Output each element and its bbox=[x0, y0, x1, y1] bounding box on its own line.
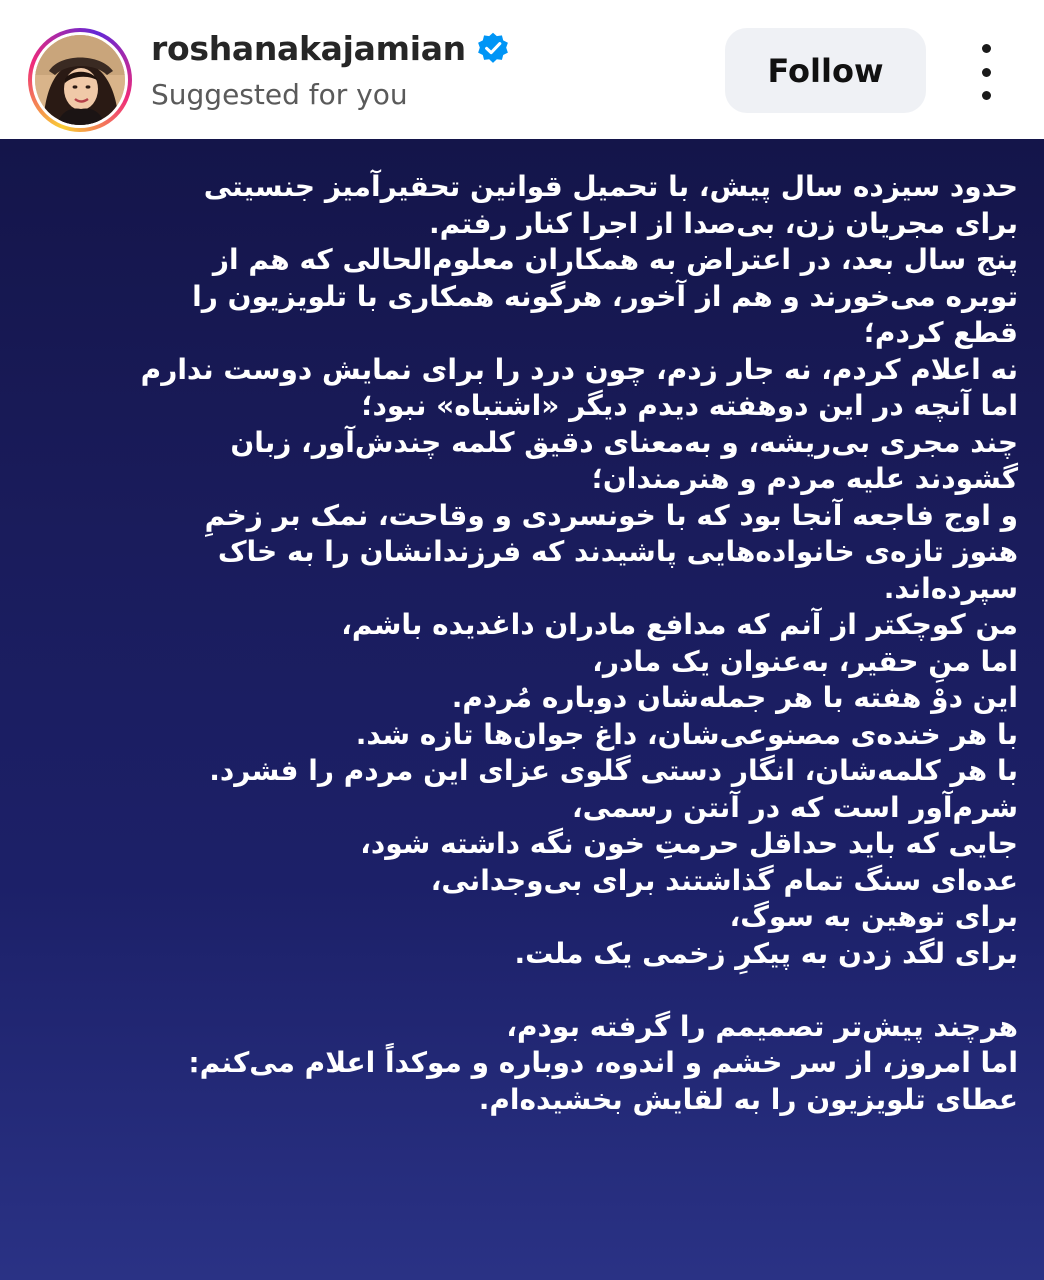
post-text-line: عده‌ای سنگ تمام گذاشتند برای بی‌وجدانی، bbox=[430, 863, 1018, 897]
post-text-line: اما آنچه در این دوهفته دیدم دیگر «اشتباه» نبود؛ bbox=[361, 389, 1018, 422]
post-text-line: گشودند علیه مردم و هنرمندان؛ bbox=[591, 462, 1018, 495]
post-text-line: اما منِ حقیر، به‌عنوان یک مادر، bbox=[592, 644, 1018, 678]
post-text-line: نه اعلام کردم، نه جار زدم، چون درد را برای نمایش دوست ندارم bbox=[140, 352, 1018, 386]
story-ring[interactable] bbox=[28, 28, 132, 132]
post-text-line: توبره می‌خورند و هم از آخور، هرگونه همکاری با تلویزیون را bbox=[192, 279, 1018, 313]
post-text-line: شرم‌آور است که در آنتن رسمی، bbox=[572, 790, 1018, 824]
more-dot bbox=[982, 68, 991, 77]
post-image[interactable] bbox=[0, 139, 1044, 1280]
post-text-line: و اوج فاجعه آنجا بود که با خونسردی و وقاحت، نمک بر زخمِ bbox=[204, 498, 1018, 532]
post-text-line bbox=[18, 972, 1018, 1009]
post-text-line: با هر کلمه‌شان، انگار دستی گلوی عزای این مردم را فشرد. bbox=[209, 754, 1018, 787]
avatar-image bbox=[35, 35, 125, 125]
follow-button[interactable]: Follow bbox=[725, 28, 926, 113]
more-dot bbox=[982, 44, 991, 53]
username[interactable]: roshanakajamian bbox=[151, 28, 466, 68]
post-text-line: حدود سیزده سال پیش، با تحمیل قوانین تحقیرآمیز جنسیتی bbox=[203, 170, 1018, 203]
post-text-line: سپرده‌اند. bbox=[883, 571, 1018, 605]
verified-badge-icon bbox=[476, 31, 510, 65]
post-text bbox=[18, 169, 1018, 1118]
more-options-icon[interactable] bbox=[964, 44, 1008, 100]
more-dot bbox=[982, 91, 991, 100]
post-text-line: من کوچکتر از آنم که مدافع مادران داغدیده باشم، bbox=[341, 608, 1018, 641]
avatar[interactable] bbox=[35, 35, 125, 125]
post-text-line: پنج سال بعد، در اعتراض به همکاران معلوم‌الحالی که هم از bbox=[212, 243, 1018, 276]
post-text-line: برای مجریان زن، بی‌صدا از اجرا کنار رفتم. bbox=[429, 206, 1018, 240]
post-header bbox=[0, 0, 1044, 139]
post-text-line: این دوْ هفته با هر جمله‌شان دوباره مُردم. bbox=[451, 681, 1018, 714]
post-text-line: قطع کردم؛ bbox=[863, 316, 1018, 349]
post-text-line: برای توهین به سوگ، bbox=[729, 900, 1018, 933]
post-text-line: جایی که باید حداقل حرمتِ خون نگه داشته شود، bbox=[360, 827, 1018, 860]
post-text-line: هرچند پیش‌تر تصمیمم را گرفته بودم، bbox=[506, 1009, 1018, 1043]
post-text-line: با هر خنده‌ی مصنوعی‌شان، داغ جوان‌ها تازه شد. bbox=[355, 717, 1018, 751]
post-text-line: برای لگد زدن به پیکرِ زخمی یک ملت. bbox=[514, 936, 1018, 970]
post-text-line: اما امروز، از سر خشم و اندوه، دوباره و موکداً اعلام می‌کنم: bbox=[188, 1046, 1018, 1079]
post-text-line: چند مجری بی‌ریشه، و به‌معنای دقیق کلمه چندش‌آور، زبان bbox=[230, 425, 1018, 459]
post-text-line: عطای تلویزیون را به لقایش بخشیده‌ام. bbox=[478, 1082, 1018, 1116]
suggested-label: Suggested for you bbox=[151, 78, 408, 111]
username-row bbox=[151, 26, 510, 70]
post-text-line: هنوز تازه‌ی خانواده‌هایی پاشیدند که فرزندانشان را به خاک bbox=[217, 535, 1018, 568]
